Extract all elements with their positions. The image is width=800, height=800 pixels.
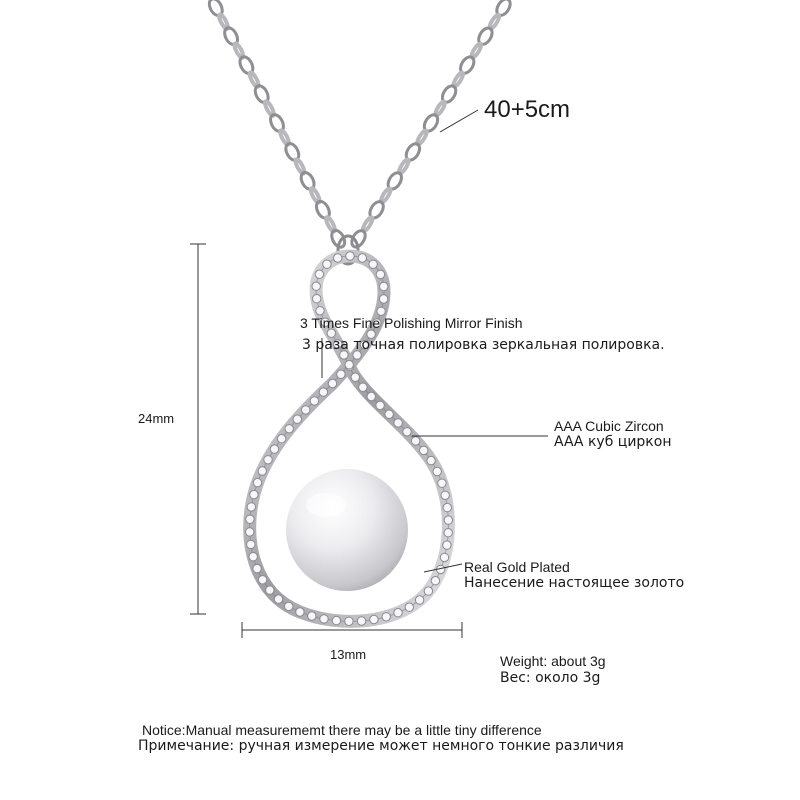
zircon-stone — [250, 490, 258, 498]
zircon-stone — [319, 388, 327, 396]
zircon-stone — [249, 553, 257, 561]
zircon-stone — [415, 596, 423, 604]
zircon-stone — [328, 379, 336, 387]
zircon-stone — [258, 576, 266, 584]
zircon-stone — [264, 456, 272, 464]
zircon-stone — [380, 282, 388, 290]
zircon-stone — [332, 616, 340, 624]
zircon-stone — [403, 428, 411, 436]
zircon-stone — [420, 446, 428, 454]
zircon-stone — [431, 577, 439, 585]
zircon-stone — [345, 361, 353, 369]
zircon-stone — [313, 295, 321, 303]
zircon-stone — [334, 254, 342, 262]
zircon-stone — [246, 515, 254, 523]
zircon-stone — [285, 425, 293, 433]
plating-label-ru: Нанесение настоящее золото — [464, 575, 685, 591]
zircon-stone — [394, 419, 402, 427]
zircon-stone — [308, 612, 316, 620]
zircon-stone — [443, 503, 451, 511]
zircon-stone — [382, 613, 390, 621]
zircon-stone — [310, 397, 318, 405]
weight-label-en: Weight: about 3g — [500, 653, 606, 669]
zircon-stone — [441, 491, 449, 499]
polishing-label-en: 3 Times Fine Polishing Mirror Finish — [300, 315, 523, 331]
chain-length-label: 40+5cm — [484, 96, 571, 123]
zircon-stone — [367, 392, 375, 400]
pearl — [286, 469, 408, 591]
zircon-stone — [405, 603, 413, 611]
weight-label-ru: Вес: около 3g — [500, 670, 601, 686]
zircon-stone — [246, 528, 254, 536]
zircon-stone — [302, 406, 310, 414]
zircon-stone — [424, 587, 432, 595]
zircon-stone — [433, 467, 441, 475]
zircon-stone — [358, 254, 366, 262]
chain-length-leader — [440, 110, 478, 132]
zircon-stone — [357, 617, 365, 625]
chain-right — [349, 0, 513, 249]
notice-label-en: Notice:Manual measurememt there may be a little tiny difference — [142, 722, 542, 738]
zircon-stone — [440, 553, 448, 561]
zircon-stone — [438, 479, 446, 487]
zircon-stone — [270, 445, 278, 453]
zircon-label-ru: AAA куб циркон — [554, 434, 672, 450]
plating-label-en: Real Gold Plated — [464, 559, 570, 575]
zircon-stone — [444, 529, 452, 537]
zircon-stone — [253, 478, 261, 486]
zircon-stone — [359, 383, 367, 391]
zircon-stone — [411, 437, 419, 445]
zircon-stone — [351, 373, 359, 381]
zircon-stone — [315, 270, 323, 278]
zircon-stone — [427, 456, 435, 464]
zircon-stone — [376, 401, 384, 409]
polishing-label-ru: 3 раза точная полировка зеркальная полировка. — [302, 337, 665, 353]
zircon-stone — [369, 260, 377, 268]
zircon-stone — [345, 617, 353, 625]
zircon-stone — [312, 282, 320, 290]
zircon-stone — [443, 541, 451, 549]
height-dimension-line — [190, 244, 206, 614]
notice-label-ru: Примечание: ручная измерение может немного тонкие различия — [138, 738, 624, 754]
width-dimension-label: 13mm — [330, 647, 367, 662]
zircon-stone — [296, 608, 304, 616]
zircon-stone — [274, 595, 282, 603]
zircon-stone — [277, 435, 285, 443]
zircon-stone — [320, 615, 328, 623]
height-dimension-label: 24mm — [138, 411, 175, 426]
zircon-stone — [266, 586, 274, 594]
zircon-stone — [323, 260, 331, 268]
zircon-stone — [385, 410, 393, 418]
zircon-stone — [247, 540, 255, 548]
zircon-stone — [316, 307, 324, 315]
zircon-stone — [337, 370, 345, 378]
chain-left — [207, 0, 348, 249]
zircon-stone — [370, 615, 378, 623]
zircon-stone — [258, 467, 266, 475]
zircon-stone — [247, 503, 255, 511]
zircon-stone — [394, 609, 402, 617]
zircon-stone — [285, 602, 293, 610]
zircon-stone — [346, 252, 354, 260]
zircon-stone — [253, 564, 261, 572]
zircon-stone — [379, 295, 387, 303]
zircon-label-en: AAA Cubic Zircon — [554, 418, 664, 434]
zircon-stone — [376, 270, 384, 278]
zircon-stone — [293, 415, 301, 423]
zircon-stone — [444, 516, 452, 524]
pendant — [246, 252, 453, 626]
